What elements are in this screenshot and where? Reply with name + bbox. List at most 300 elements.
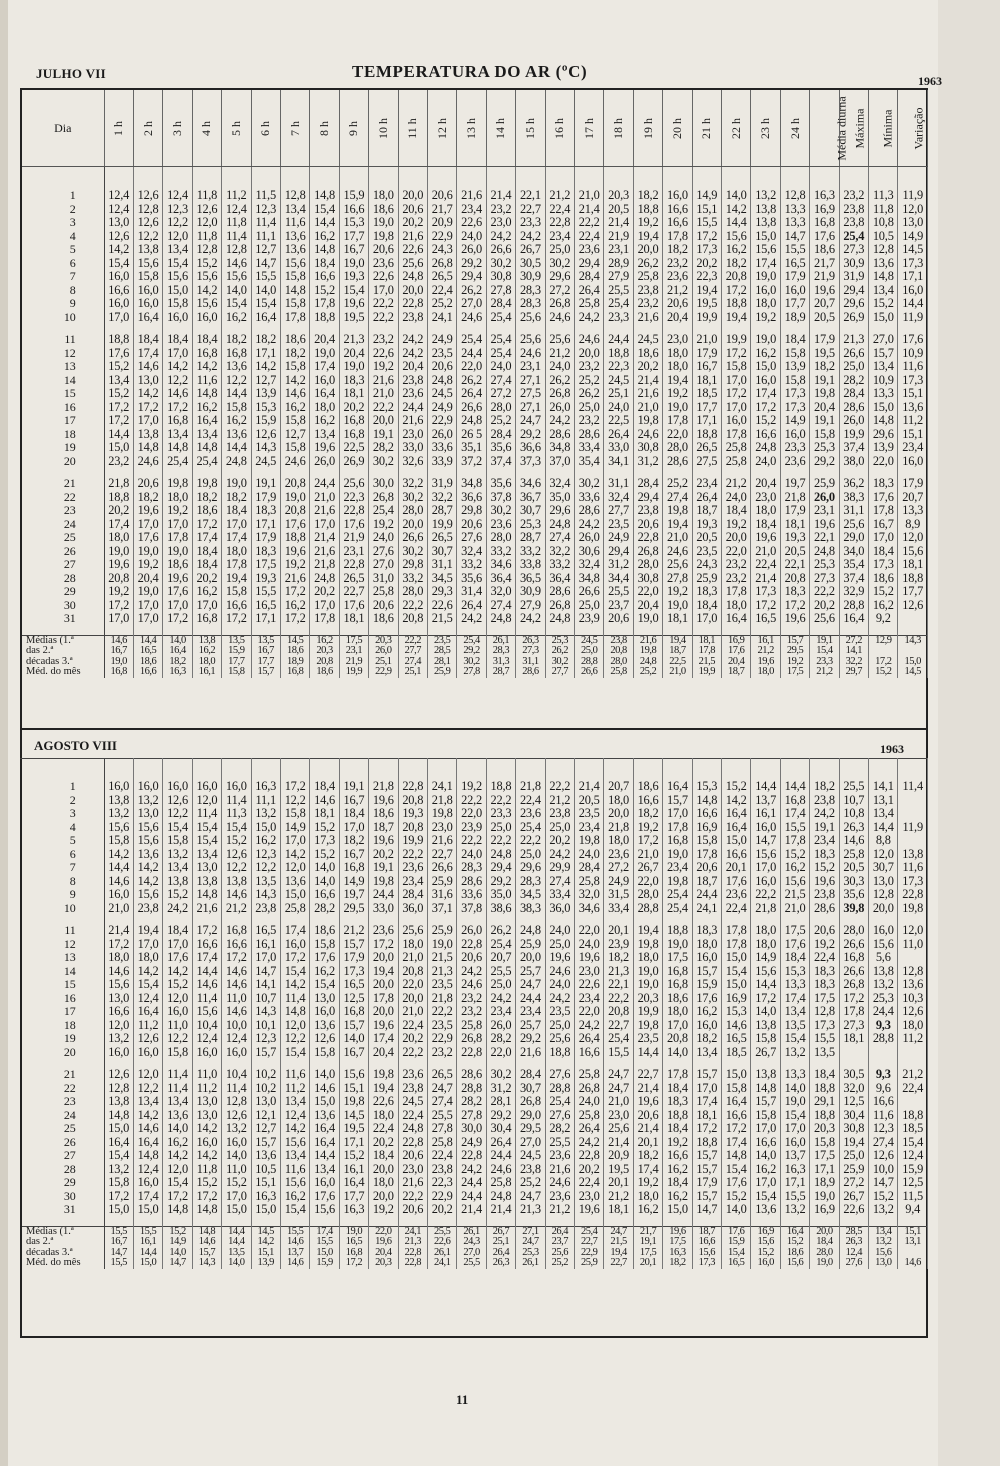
- temperature-cell: 16,2: [192, 401, 221, 415]
- temperature-cell: 18,0: [222, 545, 251, 559]
- summary-cell: 27,4: [398, 657, 427, 668]
- summary-cell: 27,8: [457, 667, 486, 678]
- temperature-cell: 23,9: [457, 821, 486, 835]
- temperature-cell: 25,4: [839, 230, 868, 244]
- temperature-cell: 22,6: [369, 1095, 398, 1109]
- temperature-cell: 17,2: [192, 1190, 221, 1204]
- temperature-cell: 16,0: [163, 780, 192, 794]
- august-label: AGOSTO VIII: [34, 738, 117, 753]
- temperature-cell: 15,5: [604, 1046, 633, 1060]
- temperature-cell: 18,2: [633, 1149, 662, 1163]
- temperature-cell: 26,6: [486, 243, 515, 257]
- temperature-cell: 16,0: [222, 780, 251, 794]
- temperature-cell: 15,6: [104, 821, 133, 835]
- temperature-cell: 28,4: [516, 1068, 545, 1082]
- temperature-cell: 28,0: [663, 441, 692, 455]
- table-row: [22, 455, 928, 469]
- temperature-cell: 16,0: [104, 1046, 133, 1060]
- temperature-cell: 27,4: [486, 599, 515, 613]
- temperature-cell: 18,0: [663, 347, 692, 361]
- summary-cell: 16,8: [104, 667, 133, 678]
- temperature-cell: 24,6: [575, 333, 604, 347]
- temperature-cell: 28,9: [604, 257, 633, 271]
- summary-cell: 25,1: [369, 657, 398, 668]
- temperature-cell: 21,0: [780, 902, 809, 916]
- temperature-cell: 30,8: [486, 270, 515, 284]
- temperature-cell: 14,4: [310, 216, 339, 230]
- temperature-cell: 17,0: [251, 951, 280, 965]
- temperature-cell: 13,6: [869, 257, 898, 271]
- summary-cell: 31,1: [516, 657, 545, 668]
- summary-cell: 13,5: [222, 1248, 251, 1259]
- temperature-cell: 13,2: [104, 1032, 133, 1046]
- temperature-cell: 14,6: [222, 965, 251, 979]
- temperature-cell: 27,4: [663, 491, 692, 505]
- temperature-cell: 14,6: [192, 978, 221, 992]
- temperature-cell: 13,2: [780, 1046, 809, 1060]
- temperature-cell: 18,4: [369, 1149, 398, 1163]
- temperature-cell: 11,0: [222, 1163, 251, 1177]
- temperature-cell: 22,0: [398, 978, 427, 992]
- temperature-cell: 26,2: [545, 374, 574, 388]
- temperature-cell: 17,6: [692, 992, 721, 1006]
- temperature-cell: 27,4: [427, 1095, 456, 1109]
- temperature-cell: 15,4: [310, 978, 339, 992]
- temperature-cell: 19,3: [692, 518, 721, 532]
- temperature-cell: 31,9: [427, 477, 456, 491]
- temperature-cell: 18,2: [633, 189, 662, 203]
- temperature-cell: 22,7: [339, 585, 368, 599]
- temperature-cell: 10,8: [869, 216, 898, 230]
- temperature-cell: 15,6: [280, 1176, 309, 1190]
- temperature-cell: 18,2: [192, 491, 221, 505]
- temperature-cell: 16,3: [780, 1163, 809, 1177]
- table-row: [22, 875, 928, 889]
- temperature-cell: 14,4: [722, 216, 751, 230]
- temperature-cell: 19,2: [457, 780, 486, 794]
- temperature-cell: 36,6: [516, 441, 545, 455]
- summary-cell: 17,5: [633, 1248, 662, 1259]
- temperature-cell: 12,0: [163, 1163, 192, 1177]
- temperature-cell: 34,5: [516, 888, 545, 902]
- temperature-cell: 19,8: [810, 387, 839, 401]
- temperature-cell: 34,6: [575, 902, 604, 916]
- temperature-cell: 12,8: [869, 888, 898, 902]
- temperature-cell: 11,8: [222, 216, 251, 230]
- column-header: [457, 90, 486, 167]
- temperature-cell: 16,5: [722, 1032, 751, 1046]
- temperature-cell: 26,5: [427, 270, 456, 284]
- temperature-cell: 29,5: [516, 1122, 545, 1136]
- temperature-cell: 28,4: [575, 270, 604, 284]
- temperature-cell: 21,6: [633, 311, 662, 325]
- temperature-cell: 16,0: [780, 428, 809, 442]
- temperature-cell: 31,5: [604, 888, 633, 902]
- temperature-cell: 18,2: [810, 360, 839, 374]
- temperature-cell: 22,8: [457, 938, 486, 952]
- summary-cell: 14,9: [163, 1237, 192, 1248]
- temperature-cell: 20,2: [398, 216, 427, 230]
- temperature-cell: 26,9: [839, 311, 868, 325]
- temperature-cell: 16,4: [839, 612, 868, 626]
- summary-cell: 25,9: [575, 1258, 604, 1269]
- summary-cell: 14,5: [898, 667, 928, 678]
- temperature-cell: 17,2: [104, 599, 133, 613]
- temperature-cell: 23,3: [486, 807, 515, 821]
- temperature-cell: 14,6: [133, 360, 162, 374]
- summary-cell: 17,2: [339, 1258, 368, 1269]
- temperature-cell: 21,8: [780, 491, 809, 505]
- binding-shadow: [0, 0, 8, 1466]
- temperature-cell: 24,2: [163, 902, 192, 916]
- july-temperature-table: [22, 90, 928, 678]
- temperature-cell: 12,6: [104, 1068, 133, 1082]
- temperature-cell: 17,4: [133, 1190, 162, 1204]
- temperature-cell: 17,8: [663, 230, 692, 244]
- temperature-cell: 21,8: [427, 992, 456, 1006]
- summary-cell: 15,7: [780, 635, 809, 646]
- temperature-cell: 17,4: [369, 1032, 398, 1046]
- table-row: [22, 477, 928, 491]
- temperature-cell: 24,8: [222, 455, 251, 469]
- temperature-cell: 15,4: [780, 1109, 809, 1123]
- temperature-cell: 15,2: [869, 297, 898, 311]
- temperature-cell: 17,8: [663, 414, 692, 428]
- temperature-cell: 30,3: [839, 875, 868, 889]
- temperature-cell: 33,4: [575, 441, 604, 455]
- temperature-cell: 13,8: [751, 203, 780, 217]
- temperature-cell: 36,2: [839, 477, 868, 491]
- column-header-text: 2 h: [140, 120, 155, 136]
- temperature-cell: 25,9: [839, 1163, 868, 1177]
- temperature-cell: 14,8: [280, 1005, 309, 1019]
- summary-cell: 16,1: [133, 1237, 162, 1248]
- table-row: [22, 189, 928, 203]
- temperature-cell: 23,6: [486, 518, 515, 532]
- temperature-cell: 18,4: [163, 924, 192, 938]
- temperature-cell: 25,8: [575, 875, 604, 889]
- temperature-cell: 18,7: [692, 504, 721, 518]
- summary-cell: 15,2: [780, 1237, 809, 1248]
- temperature-cell: 17,9: [692, 1176, 721, 1190]
- temperature-cell: 14,0: [780, 1082, 809, 1096]
- summary-cell: 15,0: [133, 1258, 162, 1269]
- temperature-cell: 35,6: [839, 888, 868, 902]
- temperature-cell: 30,9: [516, 585, 545, 599]
- temperature-cell: 16,6: [751, 1136, 780, 1150]
- temperature-cell: 12,6: [104, 230, 133, 244]
- temperature-cell: 32,0: [839, 1082, 868, 1096]
- day-number: 25: [22, 531, 104, 545]
- temperature-cell: 14,3: [251, 1005, 280, 1019]
- temperature-cell: 17,8: [692, 848, 721, 862]
- temperature-cell: 17,2: [839, 992, 868, 1006]
- temperature-cell: 15,8: [692, 834, 721, 848]
- temperature-cell: 20,6: [427, 360, 456, 374]
- temperature-cell: 15,8: [280, 807, 309, 821]
- temperature-cell: 15,2: [310, 848, 339, 862]
- temperature-cell: 37,4: [839, 572, 868, 586]
- day-number: 28: [22, 1163, 104, 1177]
- temperature-cell: 25,0: [486, 821, 515, 835]
- temperature-cell: 24,0: [575, 1095, 604, 1109]
- temperature-cell: 13,6: [280, 875, 309, 889]
- temperature-cell: 25,8: [722, 441, 751, 455]
- day-number: 10: [22, 311, 104, 325]
- temperature-cell: 14,6: [222, 888, 251, 902]
- summary-cell: 26,0: [369, 646, 398, 657]
- temperature-cell: 22,4: [575, 1176, 604, 1190]
- temperature-cell: 15,8: [280, 414, 309, 428]
- summary-cell: 21,3: [398, 1237, 427, 1248]
- summary-cell: 15,5: [133, 1226, 162, 1237]
- temperature-cell: 19,2: [104, 585, 133, 599]
- temperature-cell: 10,3: [898, 992, 928, 1006]
- temperature-cell: 17,8: [722, 924, 751, 938]
- table-row: [22, 441, 928, 455]
- temperature-cell: 16,4: [310, 387, 339, 401]
- temperature-cell: 18,8: [486, 780, 515, 794]
- temperature-cell: 12,3: [251, 203, 280, 217]
- temperature-cell: 20,2: [192, 572, 221, 586]
- temperature-cell: 23,0: [604, 1109, 633, 1123]
- temperature-cell: 29,2: [516, 1032, 545, 1046]
- temperature-cell: 11,9: [898, 821, 928, 835]
- day-number: 30: [22, 599, 104, 613]
- temperature-cell: 33,4: [604, 902, 633, 916]
- temperature-cell: 15,6: [310, 1203, 339, 1217]
- temperature-cell: [898, 1046, 928, 1060]
- temperature-cell: 14,2: [192, 360, 221, 374]
- temperature-cell: 37,8: [457, 902, 486, 916]
- temperature-cell: 13,6: [222, 360, 251, 374]
- temperature-cell: 26,4: [457, 599, 486, 613]
- temperature-cell: 13,8: [104, 1095, 133, 1109]
- temperature-cell: 16,2: [163, 1136, 192, 1150]
- summary-cell: 29,5: [780, 646, 809, 657]
- summary-cell: 15,9: [722, 1237, 751, 1248]
- temperature-cell: 17,0: [133, 938, 162, 952]
- temperature-cell: 14,2: [133, 387, 162, 401]
- temperature-cell: 18,0: [310, 401, 339, 415]
- temperature-cell: 11,4: [251, 216, 280, 230]
- table-row: [22, 257, 928, 271]
- temperature-cell: 13,4: [163, 428, 192, 442]
- temperature-cell: 25,9: [692, 572, 721, 586]
- column-header: [192, 90, 221, 167]
- temperature-cell: 14,2: [192, 1122, 221, 1136]
- temperature-cell: 15,7: [869, 347, 898, 361]
- temperature-cell: 17,0: [163, 347, 192, 361]
- temperature-cell: 16,0: [104, 888, 133, 902]
- summary-cell: 18,6: [280, 646, 309, 657]
- temperature-cell: 23,2: [575, 360, 604, 374]
- temperature-cell: 22,0: [457, 360, 486, 374]
- day-number: 9: [22, 297, 104, 311]
- temperature-cell: 20,2: [339, 401, 368, 415]
- temperature-cell: 14,2: [192, 284, 221, 298]
- temperature-cell: 21,8: [516, 780, 545, 794]
- temperature-cell: 20,2: [633, 360, 662, 374]
- summary-label: décadas 3.ª: [22, 657, 104, 668]
- temperature-cell: 17,3: [780, 387, 809, 401]
- summary-label: das 2.ª: [22, 1237, 104, 1248]
- temperature-cell: 13,4: [280, 1095, 309, 1109]
- temperature-cell: 22,9: [427, 414, 456, 428]
- temperature-cell: 24,6: [545, 1176, 574, 1190]
- temperature-cell: 19,8: [633, 938, 662, 952]
- temperature-cell: 13,8: [222, 875, 251, 889]
- temperature-cell: 23,0: [575, 1190, 604, 1204]
- temperature-cell: 15,6: [780, 875, 809, 889]
- summary-cell: 28,7: [486, 667, 515, 678]
- temperature-cell: 36,4: [545, 572, 574, 586]
- temperature-cell: 24,2: [575, 518, 604, 532]
- temperature-cell: 19,2: [369, 360, 398, 374]
- temperature-cell: 15,0: [104, 1122, 133, 1136]
- temperature-cell: 18,8: [633, 203, 662, 217]
- summary-cell: 30,2: [545, 657, 574, 668]
- temperature-cell: 20,6: [398, 203, 427, 217]
- summary-cell: 19,0: [810, 1258, 839, 1269]
- temperature-cell: 18,8: [663, 1109, 692, 1123]
- temperature-cell: 16,8: [780, 794, 809, 808]
- temperature-cell: 25,5: [486, 965, 515, 979]
- column-header: [722, 90, 751, 167]
- temperature-cell: 25,6: [545, 333, 574, 347]
- temperature-cell: 24,5: [398, 1095, 427, 1109]
- temperature-cell: 20,5: [780, 545, 809, 559]
- temperature-cell: 19,2: [751, 311, 780, 325]
- temperature-cell: 16,2: [751, 347, 780, 361]
- temperature-cell: 25,8: [457, 1019, 486, 1033]
- temperature-cell: 11,4: [163, 1082, 192, 1096]
- temperature-cell: 16,8: [163, 414, 192, 428]
- temperature-cell: 26,4: [457, 387, 486, 401]
- temperature-cell: 24,8: [427, 374, 456, 388]
- temperature-cell: 18,4: [192, 333, 221, 347]
- temperature-cell: 30,4: [839, 1109, 868, 1123]
- temperature-cell: 12,2: [163, 216, 192, 230]
- temperature-cell: 22,6: [398, 243, 427, 257]
- temperature-cell: 20,0: [398, 518, 427, 532]
- temperature-cell: 21,4: [575, 203, 604, 217]
- temperature-cell: 20,0: [369, 1163, 398, 1177]
- temperature-cell: 32,6: [398, 455, 427, 469]
- temperature-cell: 16,0: [310, 1005, 339, 1019]
- summary-cell: 14,5: [280, 635, 309, 646]
- temperature-cell: 36,4: [486, 572, 515, 586]
- temperature-cell: 11,5: [251, 189, 280, 203]
- temperature-cell: 11,8: [192, 189, 221, 203]
- temperature-cell: 16,0: [310, 1176, 339, 1190]
- temperature-cell: 14,8: [692, 794, 721, 808]
- temperature-cell: 13,4: [692, 1046, 721, 1060]
- summary-cell: 28,5: [839, 1226, 868, 1237]
- temperature-cell: 10,4: [192, 1019, 221, 1033]
- summary-cell: 14,7: [163, 1258, 192, 1269]
- temperature-cell: 15,9: [339, 189, 368, 203]
- temperature-cell: 23,3: [604, 311, 633, 325]
- temperature-cell: 13,3: [780, 1068, 809, 1082]
- temperature-cell: 15,3: [692, 780, 721, 794]
- temperature-cell: 17,1: [898, 270, 928, 284]
- summary-cell: 23,1: [339, 646, 368, 657]
- temperature-cell: 24,8: [545, 518, 574, 532]
- temperature-cell: 22,1: [780, 558, 809, 572]
- temperature-cell: 28,6: [457, 1068, 486, 1082]
- summary-cell: 17,2: [869, 657, 898, 668]
- temperature-cell: 17,0: [692, 1082, 721, 1096]
- temperature-cell: 26,9: [339, 455, 368, 469]
- temperature-cell: 15,0: [222, 1203, 251, 1217]
- temperature-cell: 26,5: [427, 531, 456, 545]
- temperature-cell: 15,7: [663, 794, 692, 808]
- table-row: [22, 401, 928, 415]
- temperature-cell: 13,4: [133, 1095, 162, 1109]
- table-row: [22, 374, 928, 388]
- temperature-cell: 21,6: [545, 1163, 574, 1177]
- day-number: 19: [22, 441, 104, 455]
- temperature-cell: 22,2: [516, 834, 545, 848]
- temperature-cell: 19,4: [222, 572, 251, 586]
- temperature-cell: 29,4: [604, 545, 633, 559]
- temperature-cell: 17,2: [104, 401, 133, 415]
- temperature-cell: 16,4: [133, 1005, 162, 1019]
- temperature-cell: 14,0: [163, 1122, 192, 1136]
- temperature-cell: 19,6: [369, 1019, 398, 1033]
- temperature-cell: 13,3: [780, 978, 809, 992]
- table-row: [22, 270, 928, 284]
- temperature-cell: 20,1: [604, 1176, 633, 1190]
- temperature-cell: 17,3: [898, 374, 928, 388]
- temperature-cell: 25,4: [516, 821, 545, 835]
- temperature-cell: 15,2: [104, 360, 133, 374]
- temperature-cell: 15,3: [339, 216, 368, 230]
- table-row: [22, 861, 928, 875]
- temperature-cell: 17,6: [722, 1176, 751, 1190]
- temperature-cell: 21,5: [427, 612, 456, 626]
- column-header-text: 10 h: [375, 117, 390, 139]
- temperature-cell: 22,9: [427, 230, 456, 244]
- temperature-cell: 23,6: [398, 861, 427, 875]
- temperature-cell: 11,4: [192, 992, 221, 1006]
- temperature-cell: 23,2: [663, 257, 692, 271]
- temperature-cell: 16,4: [722, 612, 751, 626]
- temperature-cell: 21,2: [604, 1190, 633, 1204]
- temperature-cell: 24,8: [486, 848, 515, 862]
- temperature-cell: 21,4: [633, 1082, 662, 1096]
- temperature-cell: 19,8: [163, 477, 192, 491]
- temperature-cell: 19,1: [251, 477, 280, 491]
- temperature-cell: 15,2: [104, 387, 133, 401]
- temperature-cell: 12,0: [133, 1068, 162, 1082]
- temperature-cell: 23,5: [575, 807, 604, 821]
- temperature-cell: 8,9: [898, 518, 928, 532]
- temperature-cell: 25,8: [575, 1109, 604, 1123]
- temperature-cell: 20,3: [633, 992, 662, 1006]
- temperature-cell: [898, 794, 928, 808]
- summary-cell: 14,0: [222, 1258, 251, 1269]
- summary-cell: 15,2: [163, 1226, 192, 1237]
- temperature-cell: 28,6: [810, 902, 839, 916]
- temperature-cell: 25,4: [486, 938, 515, 952]
- temperature-cell: 23,0: [751, 491, 780, 505]
- temperature-cell: 28,4: [398, 888, 427, 902]
- temperature-cell: 30,2: [398, 545, 427, 559]
- temperature-cell: 17,2: [104, 414, 133, 428]
- temperature-cell: 10,4: [222, 1068, 251, 1082]
